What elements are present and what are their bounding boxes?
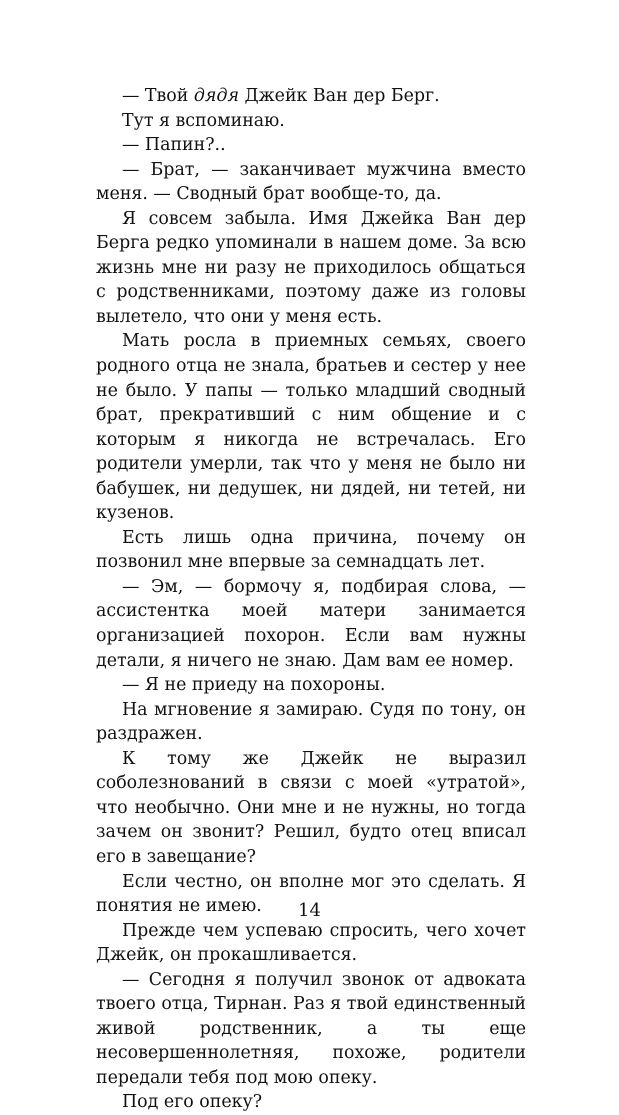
paragraph-7: Есть лишь одна причина, почему он позвонил мне впервые за семнадцать лет. <box>96 527 526 573</box>
paragraph-1-end: Джейк Ван дер Берг. <box>238 86 440 106</box>
paragraph-8: — Эм, — бормочу я, подбирая слова, — ассистентка моей матери занимается организацией похорон. Если вам нужны детали, я ничего не знаю. Дам вам ее номер. <box>96 576 526 671</box>
paragraph-15: Под его опеку? <box>122 1092 263 1113</box>
paragraph-1 <box>96 84 526 109</box>
paragraph-1-start: — Твой <box>122 86 194 106</box>
paragraph-5: Я совсем забыла. Имя Джейка Ван дер Берга редко упоминали в нашем доме. За всю жизнь мне ни разу не приходилось общаться с родственниками, поэтому даже из головы вылетело, что они у меня есть. <box>96 208 526 327</box>
paragraph-13: Прежде чем успеваю спросить, чего хочет Джейк, он прокашливается. <box>96 920 526 966</box>
paragraph-6: Мать росла в приемных семьях, своего родного отца не знала, братьев и сестер у нее не было. У папы — только младший сводный брат, прекративший с ним общение и с которым я никогда не встречалась. Его родители умерли, так что у меня не было ни бабушек, ни дедушек, ни дядей, ни тетей, ни кузенов. <box>96 331 526 524</box>
paragraph-9: — Я не приеду на похороны. <box>122 675 386 696</box>
paragraph-11: К тому же Джейк не выразил соболезнований в связи с моей «утратой», что необычно. Они мне и не нужны, но тогда зачем он звонит? Решил, будто отец вписал его в завещание? <box>96 748 526 867</box>
paragraph-2: Тут я вспоминаю. <box>122 110 285 131</box>
paragraph-3: — Папин?.. <box>122 135 226 156</box>
page-number: 14 <box>298 900 321 921</box>
paragraph-12: Если честно, он вполне мог это сделать. Я понятия не имею. <box>96 871 526 917</box>
emphasis-word: дядя <box>193 86 239 106</box>
paragraph-10: На мгновение я замираю. Судя по тону, он раздражен. <box>96 699 526 745</box>
paragraph-14: — Сегодня я получил звонок от адвоката твоего отца, Тирнан. Раз я твой единственный живой родственник, а ты еще несовершеннолетняя, похоже, родители передали тебя под мою опеку. <box>96 969 526 1088</box>
paragraph-4: — Брат, — заканчивает мужчина вместо меня. — Сводный брат вообще-то, да. <box>96 159 526 205</box>
page-body-text <box>96 84 526 1115</box>
